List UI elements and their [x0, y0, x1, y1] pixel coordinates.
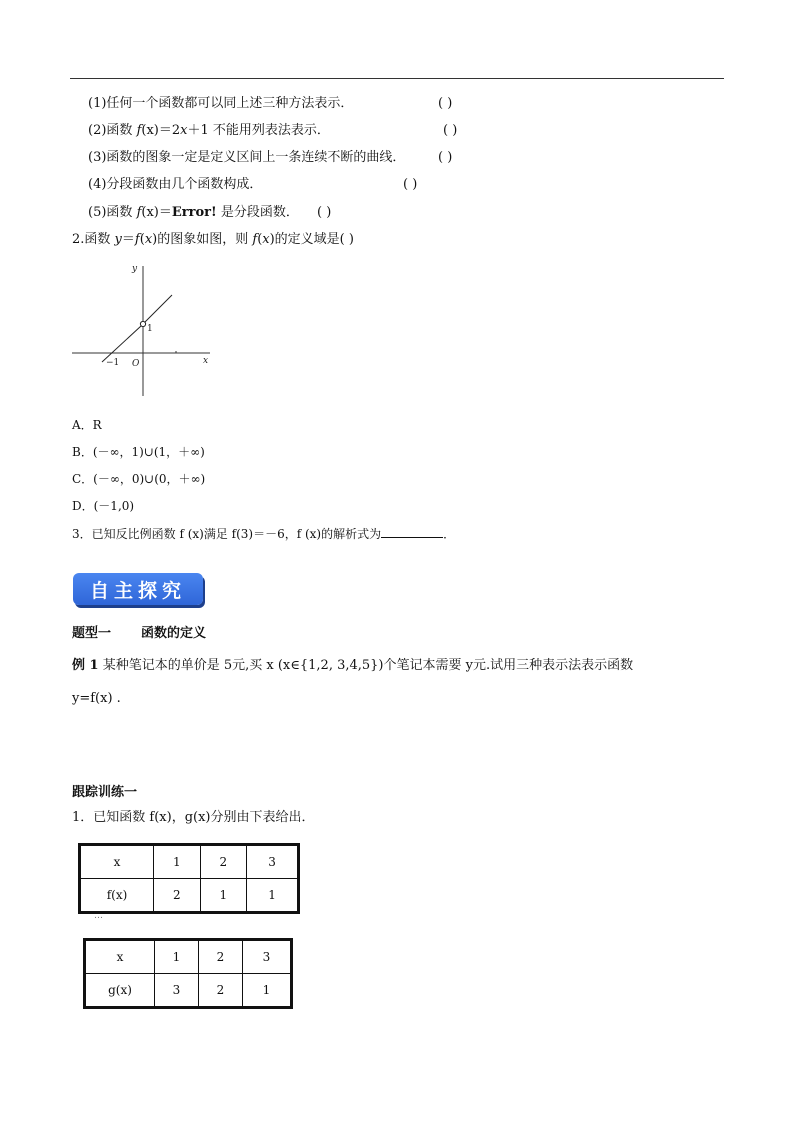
table-row: g(x) 3 2 1: [85, 974, 292, 1008]
graph-line-left: [102, 326, 141, 362]
judgment-item-3: (3)函数的图象一定是定义区间上一条连续不断的曲线． ( ): [88, 150, 453, 165]
option-c: C．(－∞，0)∪(0，＋∞): [72, 472, 206, 486]
option-a: A．R: [72, 418, 102, 432]
table-row: f(x) 2 1 1: [80, 879, 299, 913]
example-1-line-1: 例 1 某种笔记本的单价是 5元,买 x (x∈{1,2, 3,4,5})个笔记本需要 y元.试用三种表示法表示函数: [72, 658, 634, 673]
function-graph: [68, 258, 218, 400]
judgment-item-4: (4)分段函数由几个函数构成． ( ): [88, 177, 418, 192]
y-axis-label: y: [132, 264, 138, 274]
judgment-item-2: (2)函数 f(x)＝2x＋1 不能用列表法表示． ( ): [88, 123, 458, 138]
answer-blank: [381, 525, 443, 538]
x-axis-label: x: [203, 356, 209, 366]
table-g: [83, 938, 293, 1009]
option-b: B．(－∞，1)∪(1，＋∞): [72, 445, 205, 459]
minus-one-label: −1: [106, 358, 120, 368]
one-label: 1: [147, 324, 153, 334]
table-row: x 1 2 3: [85, 940, 292, 974]
training-title: 跟踪训练一: [72, 785, 138, 800]
open-point: [140, 321, 145, 326]
origin-label: O: [132, 359, 140, 369]
training-question-1: 1．已知函数 f(x)，g(x)分别由下表给出．: [72, 810, 315, 825]
option-d: D．(－1,0): [72, 499, 135, 513]
table-f: [78, 843, 300, 914]
example-1-line-2: y=f(x) .: [72, 691, 121, 706]
question-3: 3．已知反比例函数 f (x)满足 f(3)＝－6，f (x)的解析式为 ．: [72, 527, 456, 541]
ellipsis-mark: …: [94, 911, 103, 921]
section-banner: 自主探究: [73, 573, 203, 605]
table-row: x 1 2 3: [80, 845, 299, 879]
graph-line-right: [145, 295, 172, 322]
question-2: 2.函数 y＝f(x)的图象如图，则 f(x)的定义域是( ): [72, 232, 354, 247]
judgment-item-5: (5)函数 f(x)＝Error! 是分段函数． ( ): [88, 205, 332, 220]
header-rule: [70, 78, 724, 79]
judgment-item-1: (1)任何一个函数都可以同上述三种方法表示． ( ): [88, 96, 453, 111]
section-title: 题型一 函数的定义: [72, 626, 207, 641]
